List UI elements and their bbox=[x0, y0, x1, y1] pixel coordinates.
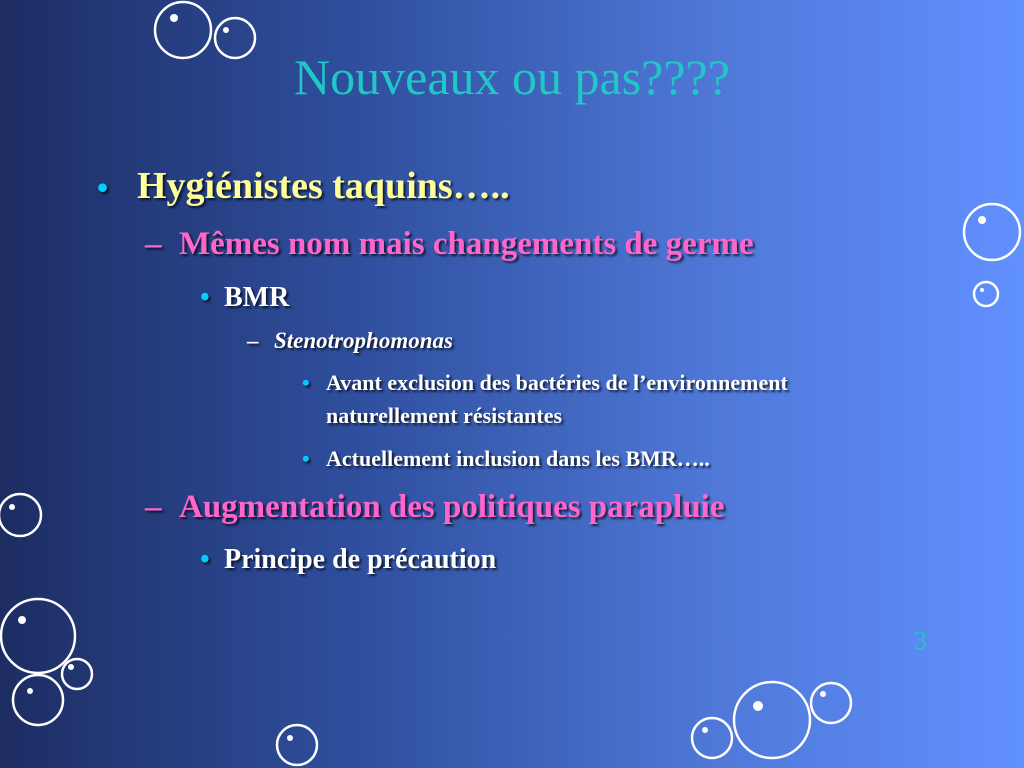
bullet-dot-icon: • bbox=[302, 370, 310, 395]
bubble bbox=[974, 282, 998, 306]
bubble bbox=[734, 682, 810, 758]
bullet-text: Mêmes nom mais changements de germe bbox=[179, 226, 754, 262]
bubble bbox=[1, 599, 75, 673]
bullet-dot-icon: • bbox=[200, 282, 210, 313]
bubble bbox=[0, 494, 41, 536]
bullet-level3 bbox=[200, 544, 496, 576]
bubble bbox=[692, 718, 732, 758]
bullet-text: Hygiénistes taquins….. bbox=[137, 165, 510, 207]
bullet-dot-icon: • bbox=[200, 544, 210, 575]
bullet-text: Augmentation des politiques parapluie bbox=[179, 489, 725, 525]
bullet-level2 bbox=[145, 489, 725, 526]
bullet-text-continuation: naturellement résistantes bbox=[326, 403, 563, 428]
bullet-text: Stenotrophomonas bbox=[274, 328, 453, 353]
bullet-text: BMR bbox=[224, 282, 290, 313]
bullet-level2 bbox=[145, 226, 754, 263]
bullet-dot-icon: • bbox=[302, 446, 310, 471]
bullet-level5 bbox=[302, 446, 710, 472]
bullet-text: Avant exclusion des bactéries de l’environnement bbox=[326, 370, 788, 395]
bullet-dot-icon: • bbox=[97, 169, 109, 205]
dash-icon: – bbox=[145, 226, 162, 262]
page-number: 3 bbox=[914, 626, 927, 655]
bubble bbox=[13, 675, 63, 725]
bullet-level3 bbox=[200, 282, 289, 314]
bullet-text: Principe de précaution bbox=[224, 544, 497, 575]
dash-icon: – bbox=[145, 489, 162, 525]
dash-icon: – bbox=[247, 328, 259, 353]
bullet-text: Actuellement inclusion dans les BMR….. bbox=[326, 446, 710, 471]
bullet-level5 bbox=[302, 370, 788, 396]
bubble bbox=[62, 659, 92, 689]
bubble bbox=[811, 683, 851, 723]
bullet-level1 bbox=[97, 164, 510, 208]
bubble bbox=[964, 204, 1020, 260]
bubble bbox=[277, 725, 317, 765]
slide-title: Nouveaux ou pas???? bbox=[294, 49, 730, 105]
bullet-level4 bbox=[247, 328, 453, 354]
